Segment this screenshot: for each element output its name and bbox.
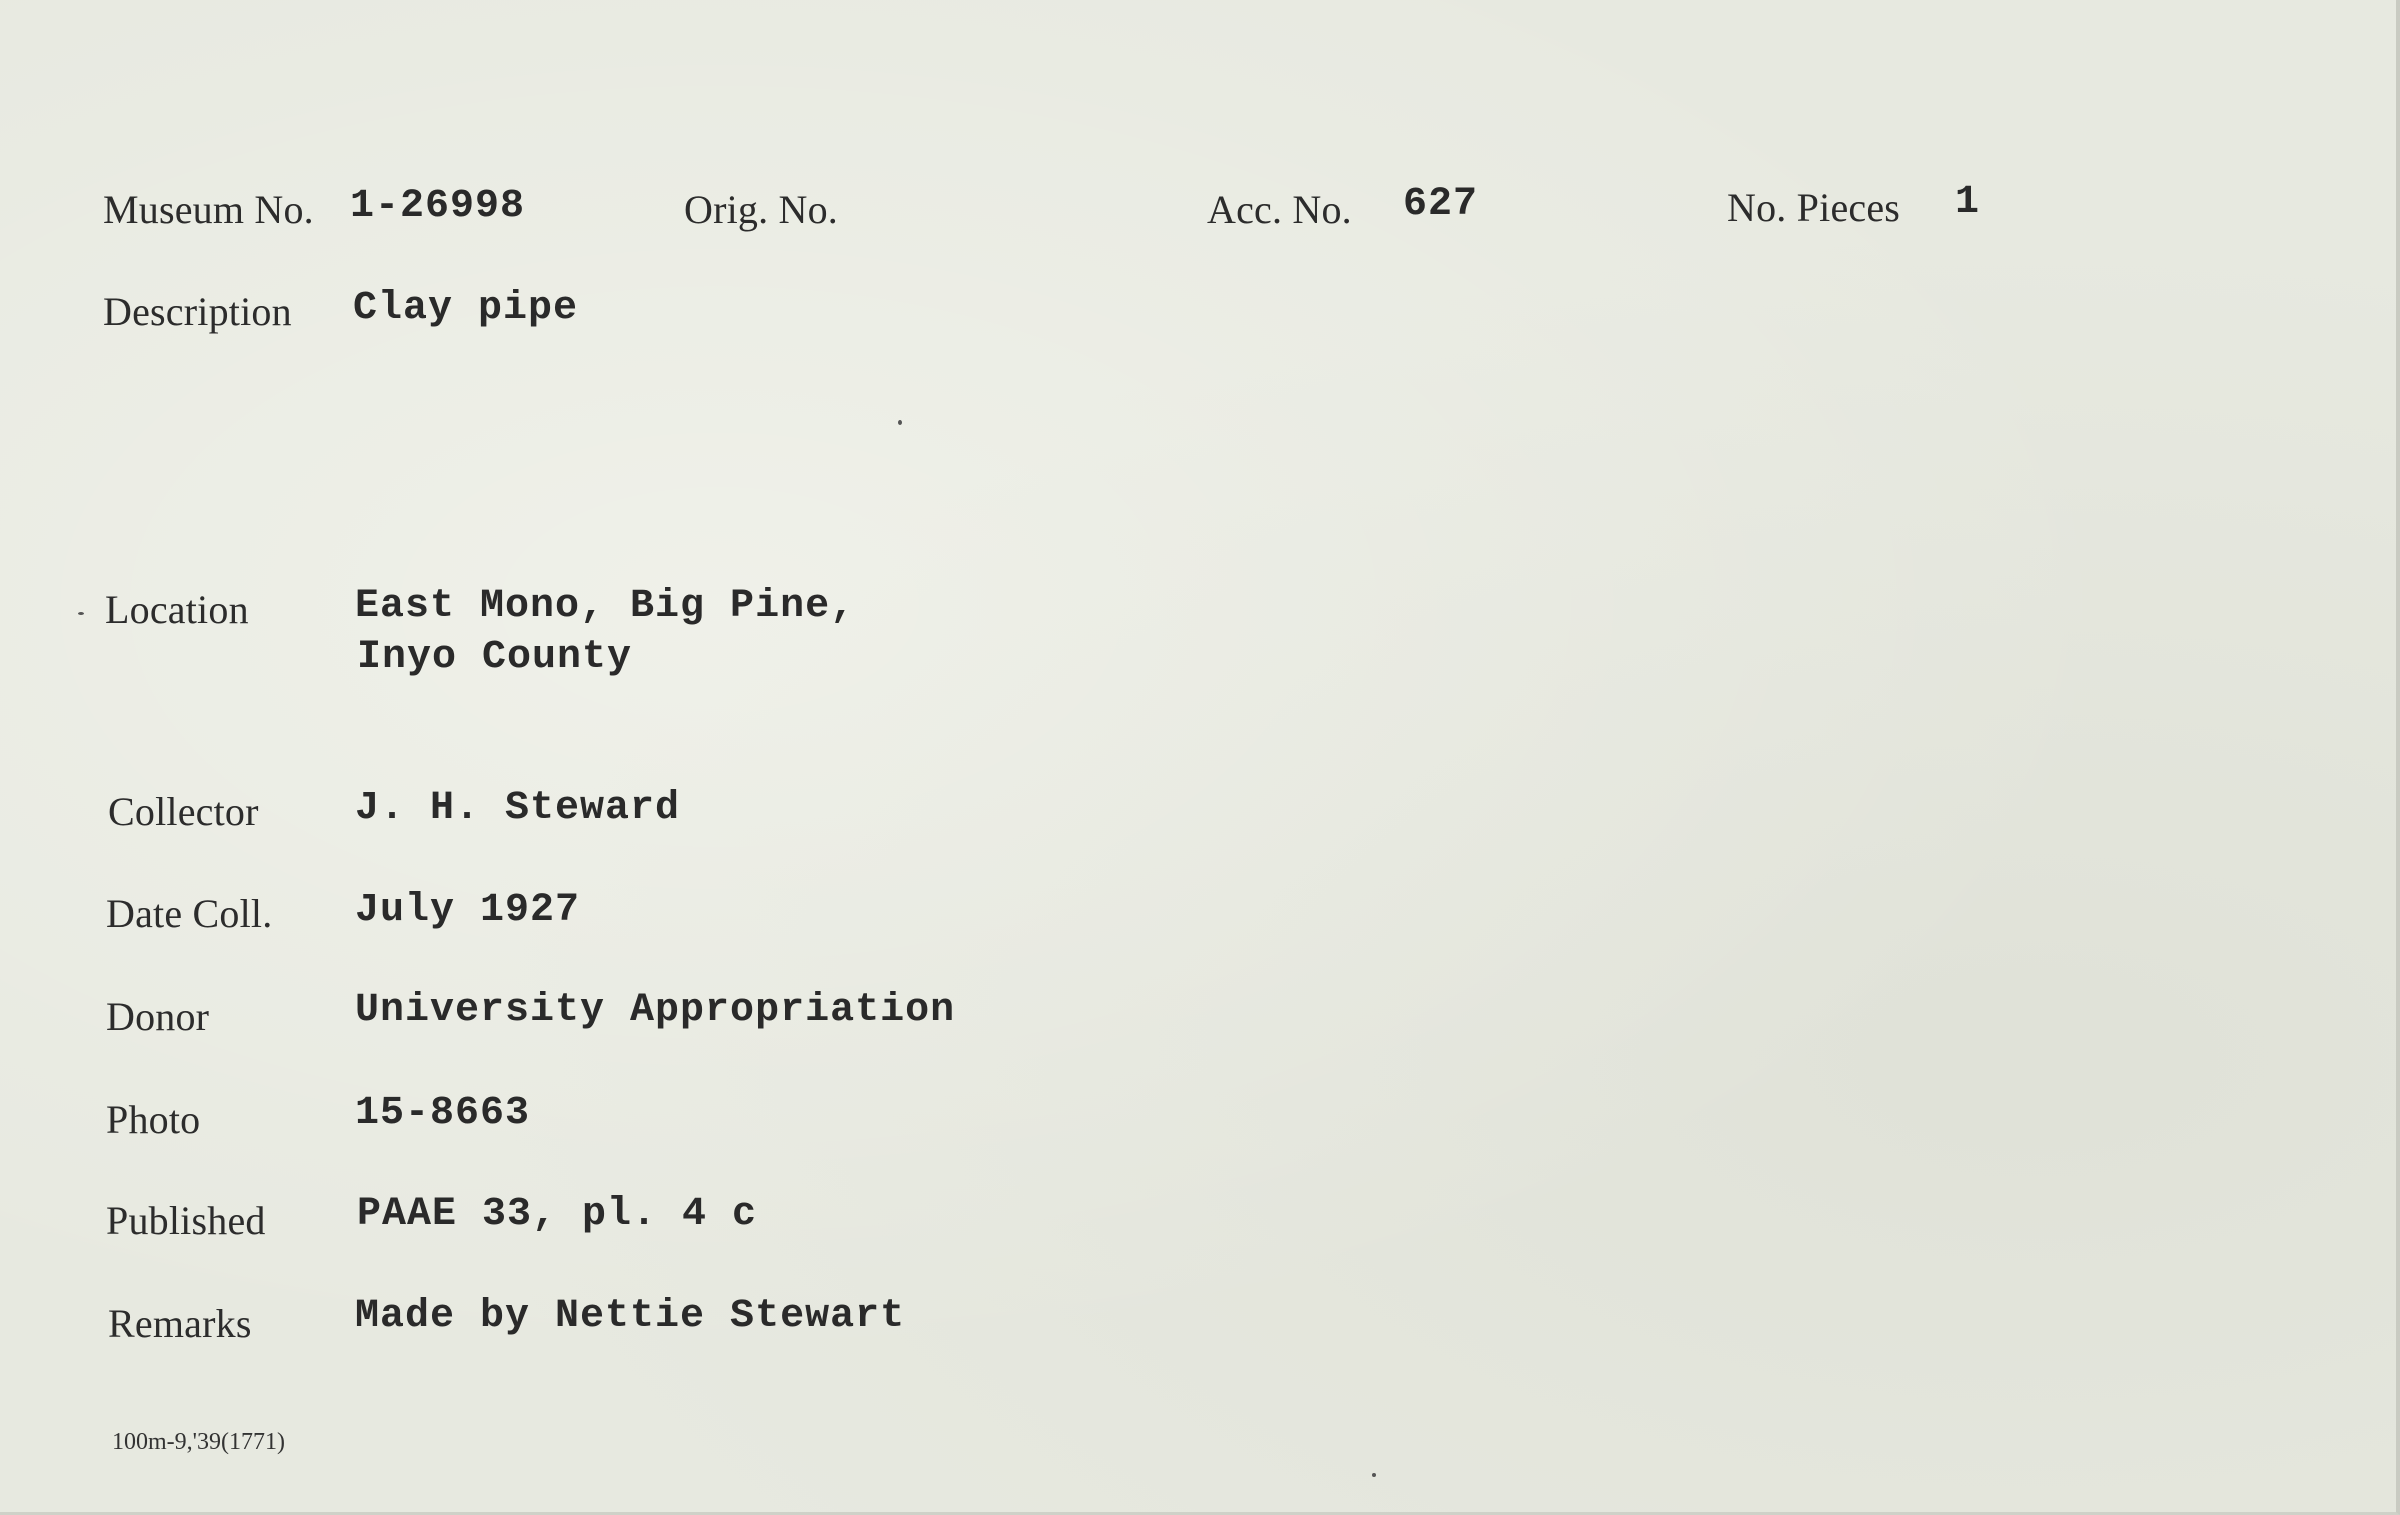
acc-no-value: 627 <box>1403 182 1479 227</box>
photo-value: 15-8663 <box>355 1091 531 1136</box>
paper-speck <box>1372 1473 1376 1477</box>
acc-no-label: Acc. No. <box>1207 187 1352 232</box>
orig-no-label: Orig. No. <box>684 187 839 232</box>
location-value-line1: East Mono, Big Pine, <box>355 584 856 629</box>
print-code: 100m-9,'39(1771) <box>112 1429 285 1455</box>
location-label: Location <box>105 587 249 632</box>
donor-value: University Appropriation <box>355 988 956 1033</box>
no-pieces-value: 1 <box>1955 180 1981 225</box>
description-value: Clay pipe <box>353 286 579 331</box>
paper-speck <box>898 420 902 425</box>
collector-value: J. H. Steward <box>355 786 681 831</box>
location-value-line2: Inyo County <box>357 635 633 680</box>
museum-no-label: Museum No. <box>103 187 314 232</box>
published-value: PAAE 33, pl. 4 c <box>357 1192 758 1237</box>
no-pieces-label: No. Pieces <box>1727 185 1901 230</box>
paper-speck <box>78 612 84 615</box>
collector-label: Collector <box>108 789 259 834</box>
description-label: Description <box>103 289 292 334</box>
date-coll-value: July 1927 <box>355 888 581 933</box>
remarks-value: Made by Nettie Stewart <box>355 1294 906 1339</box>
date-coll-label: Date Coll. <box>106 891 273 936</box>
donor-label: Donor <box>106 994 210 1039</box>
published-label: Published <box>106 1198 266 1243</box>
photo-label: Photo <box>106 1097 201 1142</box>
museum-no-value: 1-26998 <box>350 184 526 229</box>
remarks-label: Remarks <box>108 1301 252 1346</box>
